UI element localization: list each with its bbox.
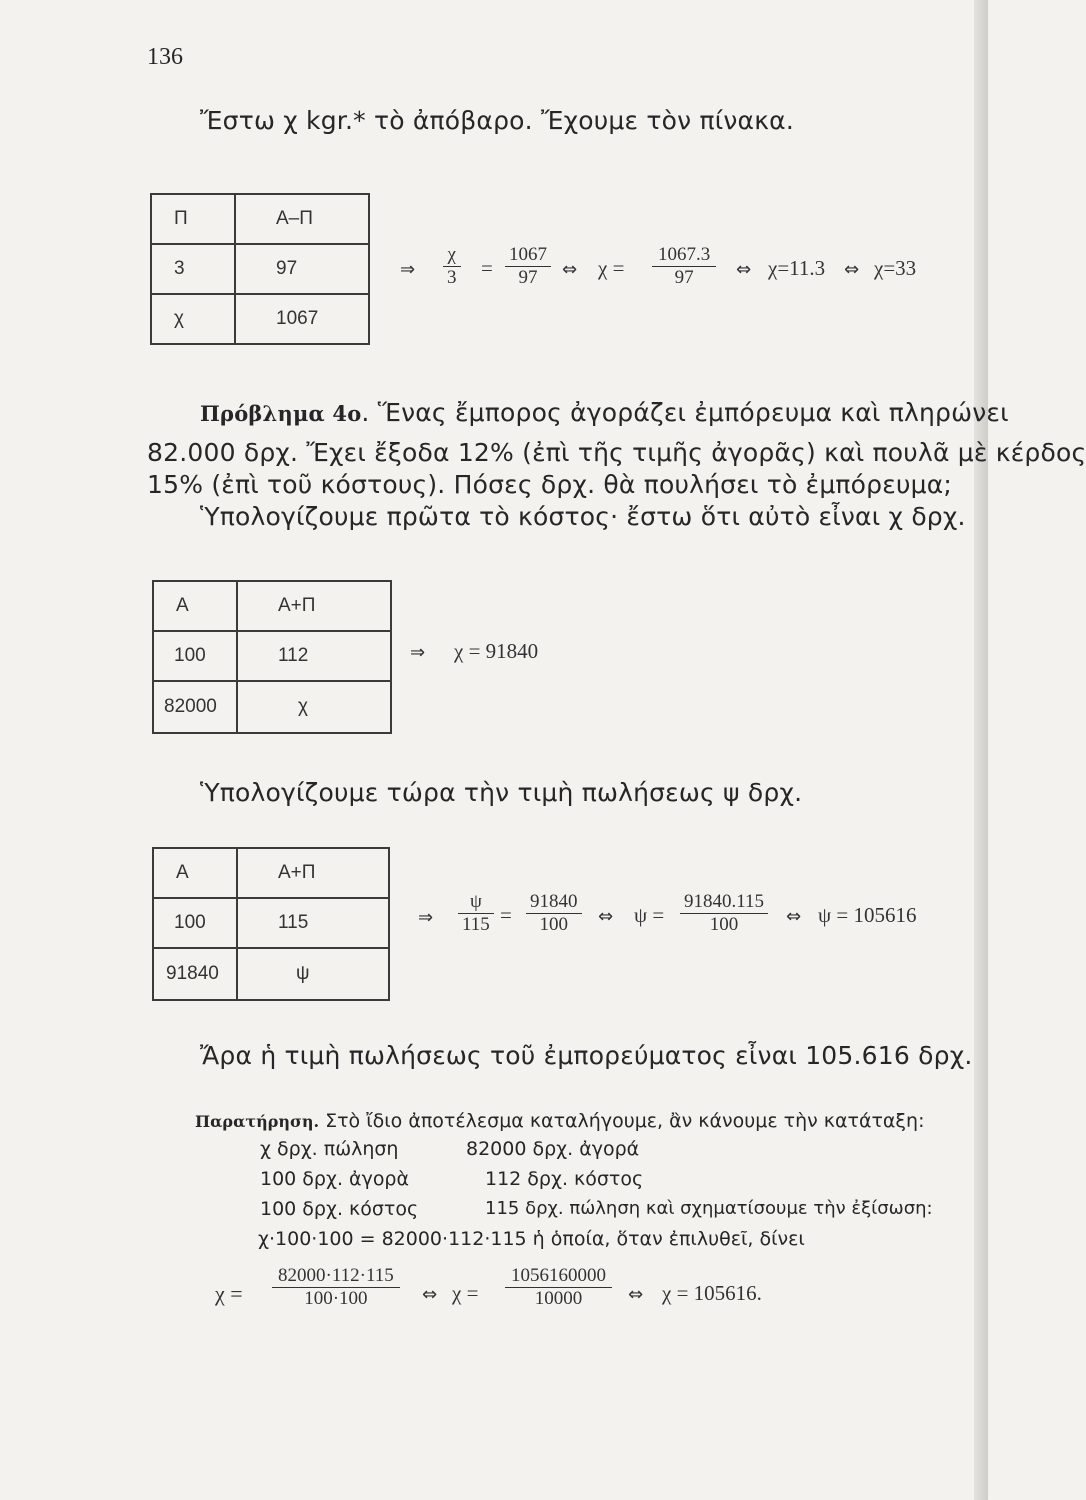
problem-line-4: Ὑπολογίζουμε πρῶτα τὸ κόστος· ἔστω ὅτι αὐτὸ εἶναι χ δρχ. (200, 502, 966, 531)
numerator: 91840.115 (684, 891, 765, 912)
numerator: 1067.3 (658, 244, 711, 265)
equation-lhs: χ = (215, 1281, 243, 1306)
iff-arrow: ⇔ (598, 906, 614, 927)
table-cell: 82000 (153, 681, 237, 733)
conclusion-text: Ἄρα ἡ τιμὴ πωλήσεως τοῦ ἐμπορεύματος εἶναι 105.616 δρχ. (200, 1041, 973, 1070)
intro-text: Ἔστω χ kgr.* τὸ ἀπόβαρο. Ἔχουμε τὸν πίνακα. (200, 106, 794, 135)
table-header-cell: Α–Π (235, 194, 369, 244)
problem-label: Πρόβλημα 4ο (200, 401, 362, 426)
table-cell: 100 (153, 631, 237, 681)
fraction (458, 891, 494, 936)
table-cell: χ (237, 681, 391, 733)
table-row (153, 631, 391, 681)
table-header-cell: Α+Π (237, 848, 389, 898)
fraction (652, 244, 716, 289)
table-header-cell: Α (153, 848, 237, 898)
result-value: ψ = 105616 (818, 903, 917, 927)
table-row (153, 898, 389, 948)
table-cell: 3 (151, 244, 235, 294)
iff-arrow: ⇔ (628, 1284, 644, 1305)
numerator: 1067 (509, 244, 547, 265)
remark-line (195, 1110, 924, 1132)
implies-arrow: ⇒ (418, 907, 434, 928)
table-header-cell: Π (151, 194, 235, 244)
table-row (151, 244, 369, 294)
iff-arrow: ⇔ (736, 259, 752, 280)
iff-arrow: ⇔ (562, 259, 578, 280)
denominator: 115 (462, 914, 490, 935)
table-row (151, 294, 369, 344)
table-row (153, 581, 391, 631)
table-cell: 112 (237, 631, 391, 681)
result-value: χ = 105616. (662, 1281, 762, 1305)
equals-sign: = (481, 256, 493, 280)
numerator: 82000·112·115 (278, 1265, 394, 1286)
denominator: 10000 (534, 1288, 583, 1309)
pair-right: 115 δρχ. πώληση καὶ σχηματίσουμε τὴν ἐξίσωση: (485, 1198, 933, 1219)
result-value: χ=33 (874, 256, 917, 280)
numerator: ψ (469, 891, 482, 912)
table-row (153, 848, 389, 898)
denominator: 97 (674, 267, 694, 288)
implies-arrow: ⇒ (400, 259, 416, 280)
denominator: 100 (709, 914, 739, 935)
numerator: 1056160000 (511, 1265, 606, 1286)
pair-left: 100 δρχ. ἀγορὰ (260, 1168, 410, 1190)
equation-lhs: ψ = (634, 903, 665, 927)
table-cell: 97 (235, 244, 369, 294)
pair-right: 112 δρχ. κόστος (485, 1168, 644, 1190)
problem-line-1 (200, 398, 1009, 427)
implies-arrow: ⇒ (410, 642, 426, 663)
numerator: 91840 (530, 891, 578, 912)
pair-right: 82000 δρχ. ἀγορά (466, 1138, 640, 1160)
table-cost (152, 580, 392, 734)
table-cell: χ (151, 294, 235, 344)
remark-label: Παρατήρηση. (195, 1112, 320, 1131)
equation-lhs: χ = (598, 256, 625, 280)
page-edge (974, 0, 988, 1500)
table-cell: 1067 (235, 294, 369, 344)
fraction (443, 244, 461, 289)
denominator: 3 (447, 267, 457, 288)
equals-sign: = (500, 903, 512, 927)
fraction (272, 1265, 400, 1310)
table-header-cell: Α+Π (237, 581, 391, 631)
denominator: 100 (539, 914, 568, 935)
table-cell: ψ (237, 948, 389, 1000)
equation-lhs: χ = (452, 1281, 479, 1305)
remark-text: Στὸ ἴδιο ἀποτέλεσμα καταλήγουμε, ἂν κάνουμε τὴν κατάταξη: (325, 1110, 925, 1132)
table-header-cell: Α (153, 581, 237, 631)
iff-arrow: ⇔ (786, 906, 802, 927)
result-value: χ = 91840 (454, 639, 539, 663)
selling-intro: Ὑπολογίζουμε τώρα τὴν τιμὴ πωλήσεως ψ δρχ. (200, 778, 803, 807)
table-row (153, 681, 391, 733)
fraction (505, 1265, 612, 1310)
table-row (151, 194, 369, 244)
problem-line-3: 15% (ἐπὶ τοῦ κόστους). Πόσες δρχ. θὰ πουλήσει τὸ ἐμπόρευμα; (147, 470, 953, 499)
problem-line-2: 82.000 δρχ. Ἔχει ἔξοδα 12% (ἐπὶ τῆς τιμῆς ἀγορᾶς) καὶ πουλᾶ μὲ κέρδος (147, 438, 1086, 467)
numerator: χ (447, 244, 456, 265)
table-row (153, 948, 389, 1000)
equation-line: χ·100·100 = 82000·112·115 ἡ ὁποία, ὅταν ἐπιλυθεῖ, δίνει (258, 1228, 805, 1250)
result-value: χ=11.3 (768, 256, 826, 280)
fraction (680, 891, 768, 936)
table-profit-ratio (150, 193, 370, 345)
table-cell: 115 (237, 898, 389, 948)
fraction (526, 891, 582, 936)
iff-arrow: ⇔ (844, 259, 860, 280)
iff-arrow: ⇔ (422, 1284, 438, 1305)
table-cell: 91840 (153, 948, 237, 1000)
page-number: 136 (147, 44, 183, 70)
pair-left: χ δρχ. πώληση (260, 1138, 399, 1160)
pair-left: 100 δρχ. κόστος (260, 1198, 419, 1220)
denominator: 97 (518, 267, 538, 288)
problem-text: . Ἕνας ἔμπορος ἀγοράζει ἐμπόρευμα καὶ πληρώνει (361, 398, 1009, 427)
fraction (505, 244, 551, 289)
table-selling (152, 847, 390, 1001)
denominator: 100·100 (304, 1288, 368, 1309)
table-cell: 100 (153, 898, 237, 948)
